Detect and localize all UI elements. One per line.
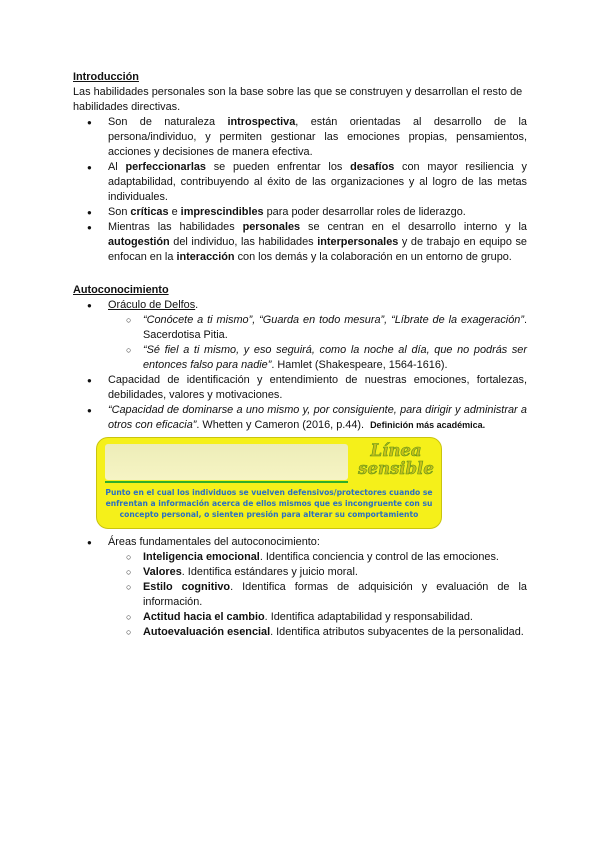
sensitive-line [105,481,348,483]
text-run: para poder desarrollar roles de liderazgo. [263,206,466,218]
text-run: Capacidad de identificación y entendimiento de nuestras emociones, fortalezas, debilidades, valores y motivaciones. [108,374,527,401]
area-name: Autoevaluación esencial [143,626,271,638]
text-run: Son [108,206,131,218]
document-page [73,70,527,640]
text-run: se centran en el desarrollo interno y la [300,221,527,233]
areas-intro: Áreas fundamentales del autoconocimiento: [108,536,320,548]
text-run: y de trabajo en equipo se enfocan en la [108,236,527,263]
area-desc: . Identifica adaptabilidad y responsabilidad. [264,611,473,623]
area-desc: . Identifica atributos subyacentes de la personalidad. [270,626,524,638]
text-run: con los demás y la colaboración en un entorno de grupo. [234,251,512,263]
text-run: se pueden enfrentar los [205,161,351,173]
bold-term: interpersonales [317,236,399,248]
bold-term: desafíos [350,161,395,173]
list-item [73,220,527,265]
list-item [73,205,527,220]
text-run: Son de naturaleza [108,116,228,128]
diagram-band [105,444,348,480]
area-name: Inteligencia emocional [143,551,260,563]
text-run: , están orientadas al desarrollo de la persona/individuo, y permiten gestionar las emociones propias, pensamientos, acciones y decisiones de manera efectiva. [108,116,527,158]
sensitive-line-diagram [96,437,442,529]
quote-text: “Capacidad de dominarse a uno mismo y, por consiguiente, para dirigir y administrar a otros con eficacia” [108,404,527,431]
list-item [73,160,527,205]
quote-source: . Whetten y Cameron (2016, p.44). [196,419,365,431]
list-item [108,565,527,580]
areas-list [73,535,527,640]
bold-term: autogestión [108,236,170,248]
areas-sublist [108,550,527,640]
bold-term: personales [242,221,301,233]
list-item [108,550,527,565]
area-desc: . Identifica conciencia y control de las emociones. [259,551,499,563]
bold-term: perfeccionarlas [125,161,206,173]
diagram-title: Línea sensible [358,441,434,478]
list-item [73,373,527,403]
diagram-description: Punto en el cual los individuos se vuelven defensivos/protectores cuando se enfrentan a información acerca de ellos mismos que es incongruente con su concepto personal, o sienten presión para alterar su comportamiento [105,488,433,519]
list-item [73,115,527,160]
area-name: Valores [143,566,182,578]
section-heading-introduccion: Introducción [73,71,139,83]
list-item [108,625,527,640]
spacer [73,265,527,283]
text-run: . [195,299,199,311]
definition-note: Definición más académica. [370,420,486,430]
text-run: con mayor resiliencia y adaptabilidad, contribuyendo al éxito de las organizaciones y al logro de las metas individuales. [108,161,528,203]
area-desc: . Identifica formas de adquisición y evaluación de la información. [143,581,527,608]
section-heading-autoconocimiento: Autoconocimiento [73,284,169,296]
area-name: Actitud hacia el cambio [143,611,265,623]
quote-text: “Sé fiel a ti mismo, y eso seguirá, como la noche al día, que no podrás ser entonces falso para nadie” [143,344,527,371]
list-item [108,580,527,610]
list-item [73,535,527,640]
intro-bullet-list [73,115,527,265]
text-run: Al [108,161,126,173]
intro-paragraph: Las habilidades personales son la base sobre las que se construyen y desarrollan el resto de habilidades directivas. [73,86,523,113]
quote-text: “Conócete a ti mismo”, “Guarda en todo mesura”, “Líbrate de la exageración” [143,314,524,326]
text-run: Mientras las habilidades [108,221,243,233]
bold-term: interacción [176,251,235,263]
list-item [73,298,527,373]
list-item [73,403,527,433]
oracle-sublist [108,313,527,373]
area-name: Estilo cognitivo [143,581,231,593]
list-item [108,610,527,625]
oracle-label: Oráculo de Delfos [108,299,196,311]
auto-bullet-list [73,298,527,433]
quote-source: . Sacerdotisa Pitia. [143,314,527,341]
bold-term: imprescindibles [180,206,264,218]
area-desc: . Identifica estándares y juicio moral. [181,566,358,578]
list-item [108,343,527,373]
quote-source: . Hamlet (Shakespeare, 1564-1616). [271,359,448,371]
text-run: e [168,206,181,218]
bold-term: introspectiva [227,116,296,128]
bold-term: críticas [130,206,169,218]
text-run: del individuo, las habilidades [169,236,318,248]
list-item [108,313,527,343]
